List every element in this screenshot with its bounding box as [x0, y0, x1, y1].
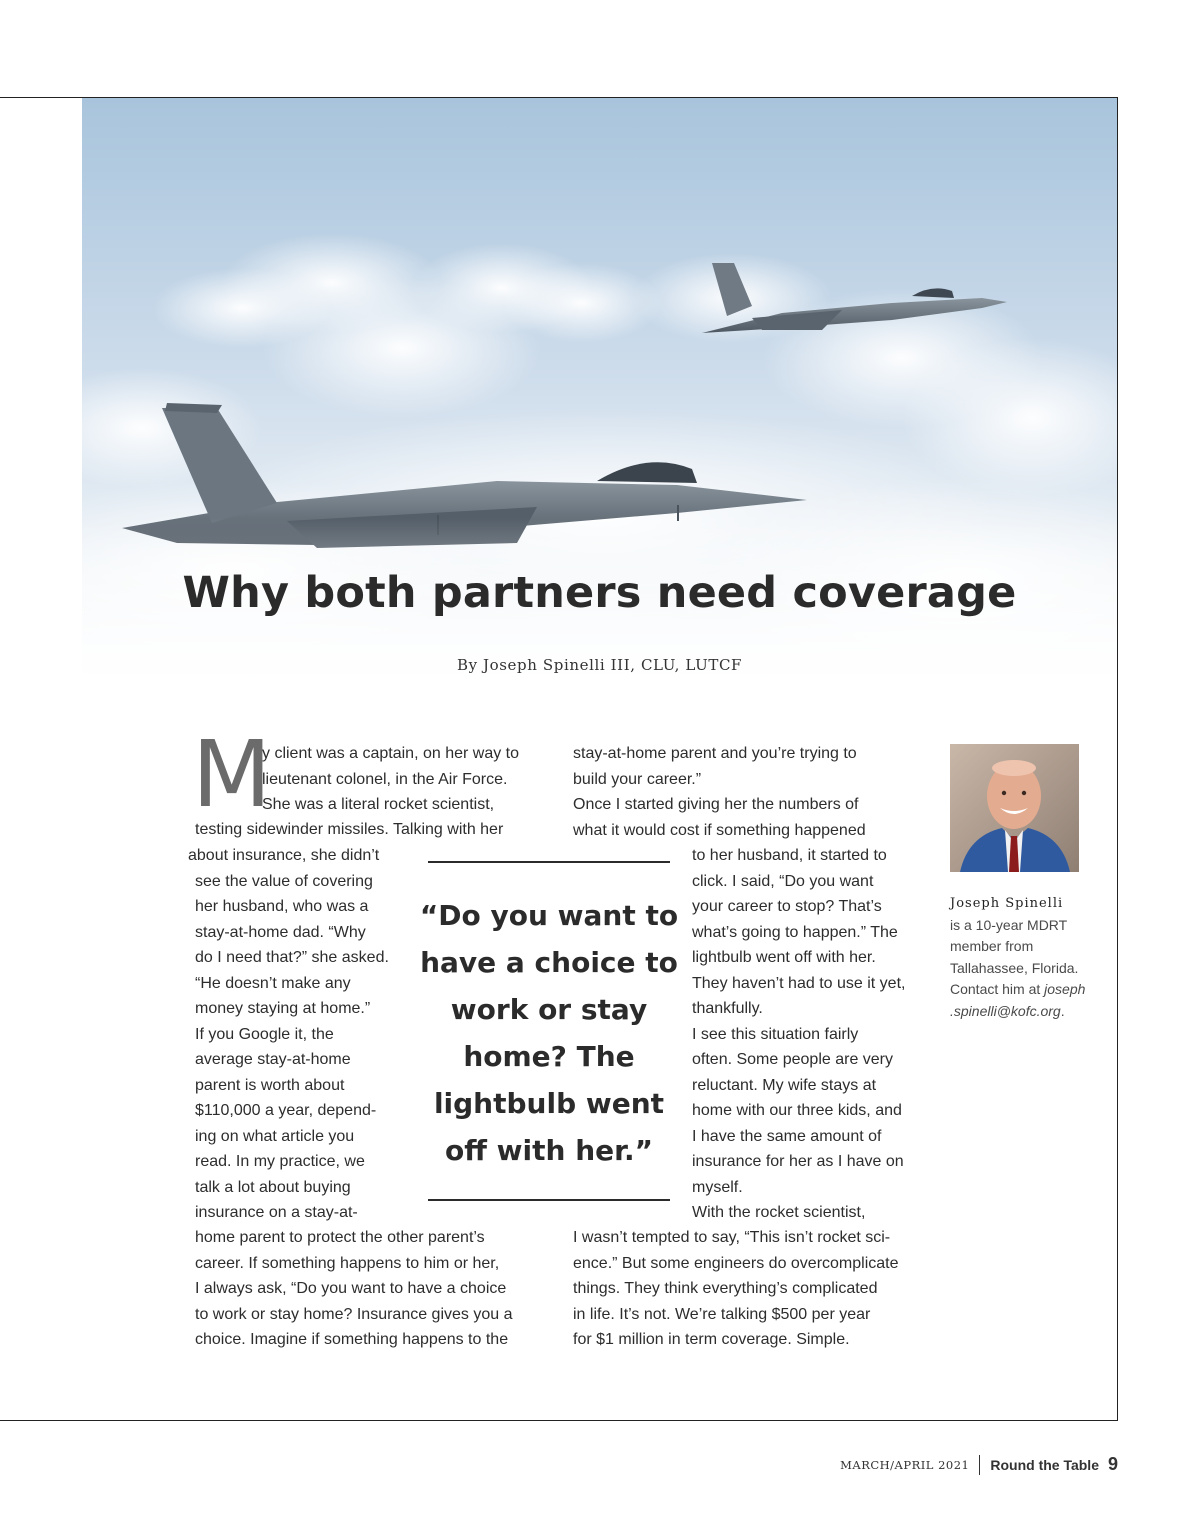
- pullquote: “Do you want to have a choice to work or stay home? The lightbulb went off with her.”: [419, 899, 679, 1167]
- author-photo: [950, 744, 1079, 872]
- column1-intro: y client was a captain, on her way to lieutenant colonel, in the Air Force. She was a literal rocket scientist,: [262, 745, 520, 813]
- column2-wrapped-text: to her husband, it started to click. I said, “Do you want your career to stop? That’s what’s going to happen.” The lightbulb went off with her. They haven’t had to use it yet, thankfully. I see this situation fairly often. Some people are very reluctant. My wife stays at home with our three kids, and I have the same amount of insurance for her as I have on myself. With the rocket scientist,: [692, 847, 906, 1221]
- magazine-name: Round the Table: [990, 1456, 1099, 1473]
- column2-bottom-text: I wasn’t tempted to say, “This isn’t rocket sci- ence.” But some engineers do overcomplicate things. They think everything’s complicated in life. It’s not. We’re talking $500 per year for $1 million in term coverage. Simple.: [573, 1229, 899, 1348]
- column1-wrapped-text: about insurance, she didn’t see the value of covering her husband, who was a stay-at-home dad. “Why do I need that?” she asked. “He doesn’t make any money staying at home.” If you Google it, the average stay-at-home parent is worth about $110,000 a year, depend- ing on what article you read. In my practice, we talk a lot about buying insurance on a stay-at-: [188, 847, 389, 1221]
- article-headline: Why both partners need coverage: [182, 568, 1017, 618]
- column2-top-text: stay-at-home parent and you’re trying to build your career.” Once I started giving her the numbers of what it would cost if something happened: [573, 745, 866, 839]
- pullquote-bottom-rule: [428, 1199, 670, 1201]
- drop-cap-letter: M: [192, 721, 272, 828]
- author-name: Joseph Spinelli: [950, 896, 1064, 911]
- author-bio: [950, 893, 1100, 1022]
- author-bio-text: is a 10-year MDRT member from Tallahassee, Florida. Contact him at: [950, 916, 1079, 997]
- frame-bottom-rule: [0, 1420, 1118, 1421]
- issue-date: MARCH/APRIL 2021: [840, 1457, 970, 1472]
- column1-bottom-text: home parent to protect the other parent’s career. If something happens to him or her, I always ask, “Do you want to have a choice to work or stay home? Insurance gives you a choice. Imagine if something happens to the: [195, 1229, 513, 1348]
- page-footer: [840, 1454, 1118, 1475]
- column1-intro-tail: testing sidewinder missiles. Talking with her: [195, 821, 504, 838]
- footer-divider: [979, 1455, 980, 1475]
- pullquote-top-rule: [428, 861, 670, 863]
- author-bio-period: .: [1060, 1002, 1065, 1019]
- frame-right-rule: [1117, 97, 1118, 1421]
- article-byline: By Joseph Spinelli III, CLU, LUTCF: [456, 656, 743, 674]
- author-email-link[interactable]: joseph .spinelli@kofc.org: [950, 981, 1086, 1019]
- page-number: 9: [1107, 1454, 1118, 1474]
